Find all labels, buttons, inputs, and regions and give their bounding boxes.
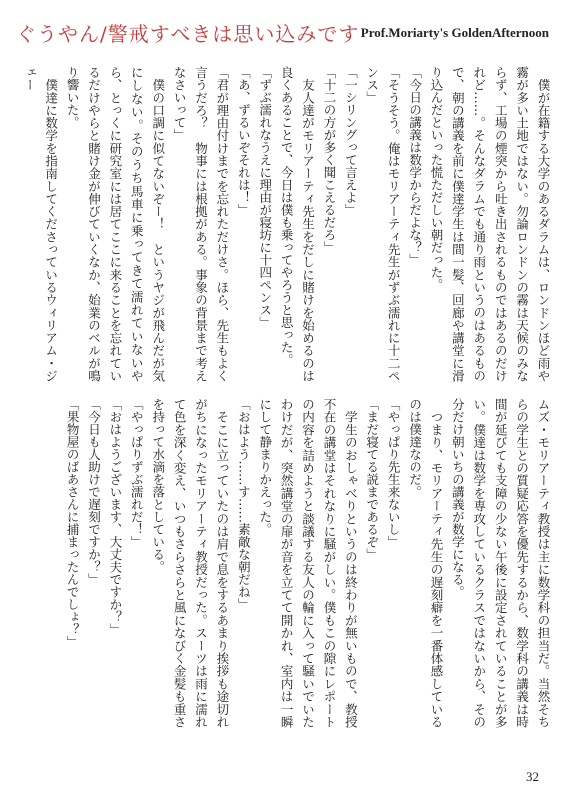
page-title: ぐうやん/警戒すべきは思い込みです <box>16 22 360 46</box>
page-number: 32 <box>526 769 539 784</box>
text-column-top <box>18 66 554 382</box>
paragraph: 友人達がモリアーティ先生をだしに賭けを始めるのは良くあることで、今日は僕も乗ってやろうと思った。 <box>279 66 316 382</box>
paragraph: 「ずぶ濡れなうえに理由が寝坊に十四ペンス」 <box>257 66 273 329</box>
paragraph: 「君が理由付けまでを忘れただけさ。ほら、先生もよく言うだろ？ 物事には根拠がある。事象の背景まで考えなさいって」 <box>172 66 230 382</box>
paragraph: 「そうそう。俺はモリアーティ先生がずぶ濡れに十二ペンス」 <box>364 66 402 382</box>
paragraph: 「やっぱり先生来ないし」 <box>386 398 402 548</box>
paragraph: 「今日も人助けで遅刻ですか？」 <box>86 398 102 586</box>
paragraph: 「今日の講義は数学からだよな？」 <box>407 66 423 266</box>
paragraph: つまり、モリアーティ先生の遅刻癖を一番体感しているのは僕達なのだ。 <box>407 398 444 728</box>
paragraph: 「おはよう……す……素敵な朝だね」 <box>236 398 252 611</box>
paragraph: 「やっぱりずぶ濡れだ！」 <box>129 398 145 548</box>
paragraph: 「果物屋のばあさんに捕まったんでしょ？」 <box>65 398 81 648</box>
paragraph: 「あ、ずるいぞそれは！」 <box>236 66 252 216</box>
paragraph: 僕の口調に似てないぞー！ というヤジが飛んだが気にしない。そのうち馬車に乗ってきて濡れていないやら、とっくに研究室には居てここに来ることを忘れているだけやらと賭け金が伸びていくなか、始業のベルが鳴り響いた。 <box>65 66 166 382</box>
paragraph: ムズ・モリアーティ教授は主に数学科の担当だ。当然そちらの学生との質疑応答を優先するから、数学科の講義は時間が延びても支障の少ない午後に設定されていることが多い。僕達は数学を専攻しているクラスではないから、その分だけ朝いちの講義が数学になる。 <box>450 398 551 728</box>
paragraph: 僕達に数学を指南してくださっているウィリアム・ジェー <box>22 66 59 382</box>
paragraph: 学生のおしゃべりというのは終わりが無いもので、教授不在の講堂はそれなりに騒がしい。僕もこの隙にレポートの内容を詰めようと談議する友人の輪に入って騒いでいたわけだが、突然講堂の扉が音を立てて開かれ、室内は一瞬にして静まりかえった。 <box>257 398 359 728</box>
paragraph: 「十二の方が多く聞こえるだろ」 <box>321 66 337 254</box>
paragraph: 「一シリングって言えよ」 <box>343 66 359 216</box>
text-column-bottom <box>18 398 554 728</box>
paragraph: そこに立っていたのは肩で息をするあまり挨拶も途切れがちになったモリアーティ教授だった。スーツは雨に濡れて色を深く変え、いつもさらさらと風になびく金髪も重さを持って水滴を落としている。 <box>150 398 230 728</box>
paragraph: 「まだ寝てる説まであるぞ」 <box>364 398 380 561</box>
book-subtitle: Prof.Moriarty's GoldenAfternoon <box>360 25 549 40</box>
paragraph: 「おはようございます、大丈夫ですか？」 <box>107 398 123 636</box>
paragraph: 僕が在籍する大学のあるダラムは、ロンドンほど雨や霧が多い土地ではない。勿論ロンドンの霧は天候のみならず、工場の煙突から吐き出されるものではあるのだけれど……。そんなダラムでも通り雨というのはあるもので、朝の講義を前に僕達学生は間一髪、回廊や講堂に滑り込んだといった慌ただしい朝だった。 <box>428 66 551 382</box>
